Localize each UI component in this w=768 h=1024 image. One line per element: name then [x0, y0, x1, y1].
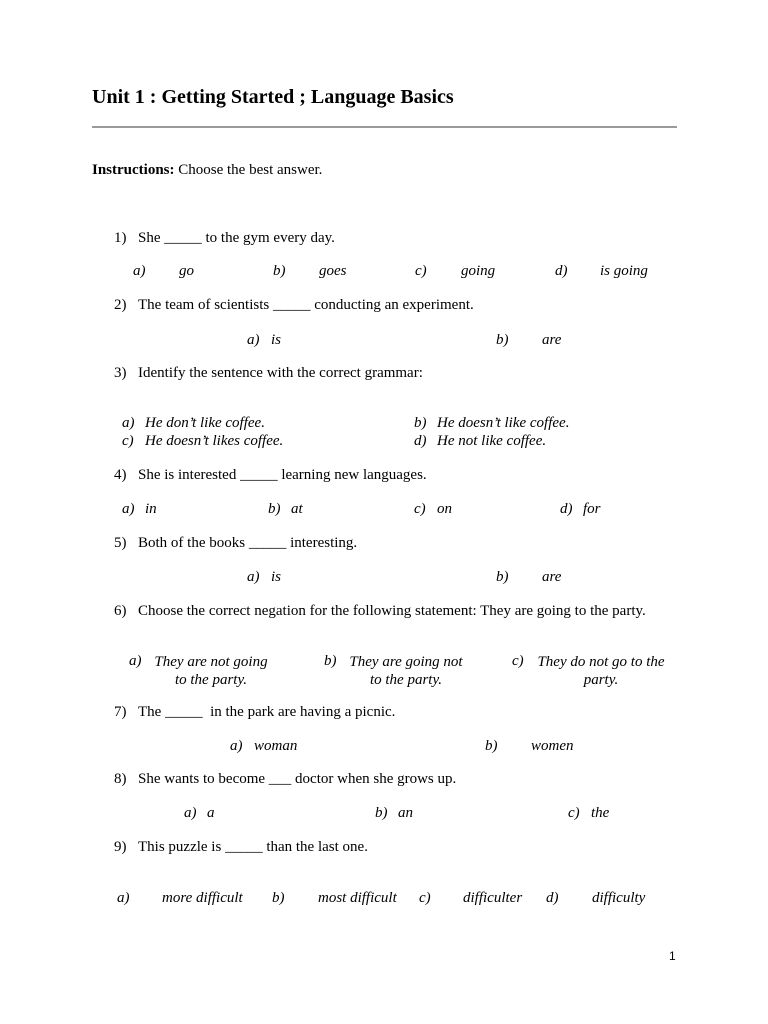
option-text[interactable]: difficulty: [592, 890, 646, 906]
option-text[interactable]: for: [583, 501, 601, 517]
option-text[interactable]: go: [179, 263, 194, 279]
option-label[interactable]: c): [568, 805, 580, 821]
option-label[interactable]: c): [122, 433, 134, 449]
option-text[interactable]: is going: [600, 263, 648, 279]
option-label[interactable]: b): [414, 415, 427, 431]
question-6: [114, 603, 646, 620]
option-text[interactable]: He don’t like coffee.: [145, 415, 265, 431]
option-label[interactable]: b): [324, 653, 337, 669]
option-label[interactable]: d): [414, 433, 427, 449]
question-4: [114, 467, 427, 484]
option-label[interactable]: a): [247, 569, 260, 585]
question-2: [114, 297, 474, 314]
question-number: 8): [114, 771, 127, 787]
option-label[interactable]: b): [375, 805, 388, 821]
question-number: 6): [114, 603, 127, 619]
option-text[interactable]: are: [542, 569, 562, 585]
option-text[interactable]: He doesn’t likes coffee.: [145, 433, 284, 449]
option-text[interactable]: a: [207, 805, 215, 821]
page-title: Unit 1 : Getting Started ; Language Basics: [92, 86, 454, 108]
option-text[interactable]: He not like coffee.: [437, 433, 547, 449]
question-number: 4): [114, 467, 127, 483]
question-9: [114, 839, 368, 856]
option-label[interactable]: b): [496, 569, 509, 585]
option-text[interactable]: difficulter: [463, 890, 523, 906]
option-label[interactable]: a): [184, 805, 197, 821]
question-7: [114, 704, 396, 721]
title-divider: [92, 126, 677, 128]
option-label[interactable]: d): [560, 501, 573, 517]
question-text: This puzzle is _____ than the last one.: [138, 839, 368, 855]
question-text: Both of the books _____ interesting.: [138, 535, 358, 551]
instructions-label: Instructions:: [92, 162, 175, 178]
option-text[interactable]: He doesn’t like coffee.: [437, 415, 570, 431]
option-label[interactable]: a): [129, 653, 142, 669]
question-number: 2): [114, 297, 127, 313]
question-text: She wants to become ___ doctor when she grows up.: [138, 771, 457, 787]
option-label[interactable]: b): [272, 890, 285, 906]
option-label[interactable]: c): [419, 890, 431, 906]
question-number: 7): [114, 704, 127, 720]
option-text[interactable]: They are not going to the party.: [154, 654, 268, 688]
option-text[interactable]: more difficult: [162, 890, 243, 906]
option-text[interactable]: They do not go to the party.: [537, 654, 665, 688]
question-number: 3): [114, 365, 127, 381]
question-number: 9): [114, 839, 127, 855]
question-text: The _____ in the park are having a picnic.: [138, 704, 396, 720]
question-8: [114, 771, 457, 788]
question-text: She _____ to the gym every day.: [138, 230, 335, 246]
question-text: Identify the sentence with the correct grammar:: [138, 365, 423, 381]
option-text[interactable]: at: [291, 501, 303, 517]
option-text[interactable]: woman: [254, 738, 298, 754]
option-label[interactable]: d): [546, 890, 559, 906]
option-text[interactable]: goes: [319, 263, 347, 279]
option-text[interactable]: is: [271, 332, 282, 348]
instructions: [92, 162, 322, 179]
instructions-text: Choose the best answer.: [178, 162, 323, 178]
question-1: [114, 230, 335, 247]
option-text[interactable]: most difficult: [318, 890, 397, 906]
option-label[interactable]: b): [496, 332, 509, 348]
question-5: [114, 535, 358, 552]
option-label[interactable]: a): [247, 332, 260, 348]
option-text[interactable]: women: [531, 738, 574, 754]
question-number: 5): [114, 535, 127, 551]
option-label[interactable]: c): [512, 653, 524, 669]
option-label[interactable]: b): [268, 501, 281, 517]
option-text[interactable]: on: [437, 501, 452, 517]
option-text[interactable]: an: [398, 805, 413, 821]
option-label[interactable]: a): [117, 890, 130, 906]
option-text[interactable]: They are going not to the party.: [349, 654, 463, 688]
question-text: She is interested _____ learning new languages.: [138, 467, 427, 483]
option-text[interactable]: is: [271, 569, 282, 585]
option-label[interactable]: a): [230, 738, 243, 754]
question-text: The team of scientists _____ conducting an experiment.: [138, 297, 474, 313]
option-label[interactable]: c): [414, 501, 426, 517]
page-number: 1: [669, 949, 676, 963]
option-label[interactable]: a): [122, 415, 135, 431]
option-text[interactable]: are: [542, 332, 562, 348]
option-label[interactable]: d): [555, 263, 568, 279]
option-text[interactable]: in: [145, 501, 157, 517]
question-number: 1): [114, 230, 127, 246]
option-label[interactable]: c): [415, 263, 427, 279]
option-text[interactable]: the: [591, 805, 610, 821]
question-3: [114, 365, 423, 382]
option-label[interactable]: b): [273, 263, 286, 279]
option-label[interactable]: b): [485, 738, 498, 754]
question-text: Choose the correct negation for the following statement: They are going to the party.: [138, 603, 646, 619]
option-text[interactable]: going: [461, 263, 496, 279]
option-label[interactable]: a): [122, 501, 135, 517]
option-label[interactable]: a): [133, 263, 146, 279]
